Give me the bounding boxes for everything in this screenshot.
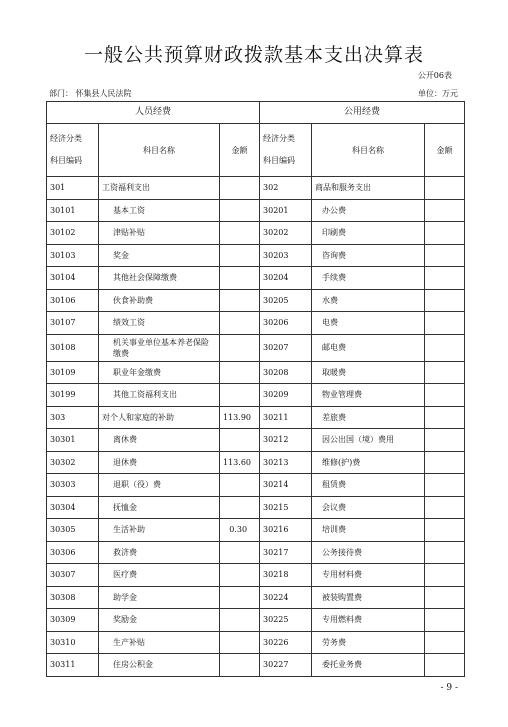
code-column-header: 经济分类 科目编码 bbox=[260, 124, 312, 177]
personnel-code-cell: 30309 bbox=[47, 609, 99, 632]
table-row bbox=[47, 586, 465, 609]
public-code-cell: 30226 bbox=[260, 631, 312, 654]
personnel-name-cell: 津贴补贴 bbox=[99, 222, 220, 245]
public-amount-cell bbox=[425, 289, 465, 312]
table-row bbox=[47, 177, 465, 200]
personnel-code-cell: 30106 bbox=[47, 289, 99, 312]
personnel-code-cell: 30303 bbox=[47, 474, 99, 497]
personnel-amount-cell bbox=[220, 654, 260, 677]
table-row bbox=[47, 429, 465, 452]
personnel-name-cell: 其他工资福利支出 bbox=[99, 384, 220, 407]
public-amount-cell bbox=[425, 312, 465, 335]
public-name-cell: 培训费 bbox=[312, 519, 425, 542]
public-amount-cell bbox=[425, 222, 465, 245]
public-name-cell: 差旅费 bbox=[312, 406, 425, 429]
public-amount-cell bbox=[425, 334, 465, 361]
public-code-cell: 30215 bbox=[260, 496, 312, 519]
table-row bbox=[47, 631, 465, 654]
amount-column-header: 金额 bbox=[220, 124, 260, 177]
table-row bbox=[47, 654, 465, 677]
name-column-header: 科目名称 bbox=[99, 124, 220, 177]
public-name-cell: 会议费 bbox=[312, 496, 425, 519]
public-name-cell: 劳务费 bbox=[312, 631, 425, 654]
public-amount-cell bbox=[425, 496, 465, 519]
public-name-cell: 水费 bbox=[312, 289, 425, 312]
personnel-code-cell: 30108 bbox=[47, 334, 99, 361]
amount-column-header: 金额 bbox=[425, 124, 465, 177]
public-name-cell: 取暖费 bbox=[312, 361, 425, 384]
personnel-name-cell: 伙食补助费 bbox=[99, 289, 220, 312]
table-group-header-row bbox=[47, 102, 465, 124]
personnel-code-cell: 30306 bbox=[47, 541, 99, 564]
personnel-name-cell: 住房公积金 bbox=[99, 654, 220, 677]
expenditure-table bbox=[46, 101, 465, 677]
personnel-name-cell: 医疗费 bbox=[99, 564, 220, 587]
personnel-name-cell: 工资福利支出 bbox=[99, 177, 220, 200]
public-code-cell: 30205 bbox=[260, 289, 312, 312]
public-code-cell: 30203 bbox=[260, 244, 312, 267]
public-amount-cell bbox=[425, 384, 465, 407]
public-code-cell: 30202 bbox=[260, 222, 312, 245]
table-row bbox=[47, 199, 465, 222]
personnel-amount-cell bbox=[220, 586, 260, 609]
personnel-expenses-header: 人员经费 bbox=[47, 102, 260, 124]
personnel-code-cell: 30109 bbox=[47, 361, 99, 384]
public-name-cell: 公务接待费 bbox=[312, 541, 425, 564]
table-row bbox=[47, 451, 465, 474]
public-name-cell: 咨询费 bbox=[312, 244, 425, 267]
table-row bbox=[47, 289, 465, 312]
personnel-amount-cell bbox=[220, 334, 260, 361]
public-amount-cell bbox=[425, 361, 465, 384]
public-code-cell: 30204 bbox=[260, 267, 312, 290]
public-code-cell: 30225 bbox=[260, 609, 312, 632]
public-amount-cell bbox=[425, 541, 465, 564]
public-amount-cell bbox=[425, 267, 465, 290]
public-amount-cell bbox=[425, 519, 465, 542]
table-row bbox=[47, 541, 465, 564]
personnel-name-cell: 奖金 bbox=[99, 244, 220, 267]
table-row bbox=[47, 334, 465, 361]
personnel-amount-cell bbox=[220, 429, 260, 452]
public-amount-cell bbox=[425, 586, 465, 609]
public-code-cell: 30208 bbox=[260, 361, 312, 384]
public-name-cell: 维修(护)费 bbox=[312, 451, 425, 474]
personnel-amount-cell bbox=[220, 384, 260, 407]
public-code-cell: 302 bbox=[260, 177, 312, 200]
public-name-cell: 委托业务费 bbox=[312, 654, 425, 677]
personnel-amount-cell: 0.30 bbox=[220, 519, 260, 542]
personnel-name-cell: 其他社会保障缴费 bbox=[99, 267, 220, 290]
personnel-name-cell: 奖励金 bbox=[99, 609, 220, 632]
table-row bbox=[47, 222, 465, 245]
personnel-amount-cell: 113.60 bbox=[220, 451, 260, 474]
public-code-cell: 30209 bbox=[260, 384, 312, 407]
public-code-cell: 30201 bbox=[260, 199, 312, 222]
personnel-code-cell: 30103 bbox=[47, 244, 99, 267]
public-amount-cell bbox=[425, 654, 465, 677]
public-name-cell: 印刷费 bbox=[312, 222, 425, 245]
public-code-cell: 30207 bbox=[260, 334, 312, 361]
personnel-name-cell: 生产补贴 bbox=[99, 631, 220, 654]
public-code-cell: 30211 bbox=[260, 406, 312, 429]
public-expenses-header: 公用经费 bbox=[260, 102, 465, 124]
table-column-header-row bbox=[47, 124, 465, 177]
table-row bbox=[47, 361, 465, 384]
public-name-cell: 租赁费 bbox=[312, 474, 425, 497]
personnel-code-cell: 30199 bbox=[47, 384, 99, 407]
personnel-code-cell: 30101 bbox=[47, 199, 99, 222]
public-name-cell: 邮电费 bbox=[312, 334, 425, 361]
personnel-code-cell: 30311 bbox=[47, 654, 99, 677]
personnel-amount-cell bbox=[220, 541, 260, 564]
personnel-code-cell: 30310 bbox=[47, 631, 99, 654]
public-code-cell: 30218 bbox=[260, 564, 312, 587]
personnel-amount-cell bbox=[220, 312, 260, 335]
personnel-amount-cell bbox=[220, 199, 260, 222]
personnel-code-cell: 30104 bbox=[47, 267, 99, 290]
public-amount-cell bbox=[425, 451, 465, 474]
public-code-cell: 30212 bbox=[260, 429, 312, 452]
personnel-name-cell: 职业年金缴费 bbox=[99, 361, 220, 384]
public-name-cell: 专用材料费 bbox=[312, 564, 425, 587]
public-amount-cell bbox=[425, 406, 465, 429]
table-row bbox=[47, 496, 465, 519]
unit-label: 单位：万元 bbox=[418, 89, 458, 98]
table-row bbox=[47, 312, 465, 335]
personnel-name-cell: 救济费 bbox=[99, 541, 220, 564]
personnel-code-cell: 30304 bbox=[47, 496, 99, 519]
personnel-name-cell: 绩效工资 bbox=[99, 312, 220, 335]
table-row bbox=[47, 519, 465, 542]
personnel-amount-cell bbox=[220, 267, 260, 290]
personnel-name-cell: 生活补助 bbox=[99, 519, 220, 542]
public-amount-cell bbox=[425, 177, 465, 200]
public-name-cell: 手续费 bbox=[312, 267, 425, 290]
public-code-cell: 30206 bbox=[260, 312, 312, 335]
personnel-amount-cell bbox=[220, 496, 260, 519]
public-name-cell: 被装购置费 bbox=[312, 586, 425, 609]
personnel-code-cell: 30302 bbox=[47, 451, 99, 474]
personnel-amount-cell bbox=[220, 361, 260, 384]
table-row bbox=[47, 406, 465, 429]
public-code-cell: 30216 bbox=[260, 519, 312, 542]
personnel-amount-cell: 113.90 bbox=[220, 406, 260, 429]
name-column-header: 科目名称 bbox=[312, 124, 425, 177]
public-amount-cell bbox=[425, 199, 465, 222]
personnel-code-cell: 30307 bbox=[47, 564, 99, 587]
personnel-name-cell: 机关事业单位基本养老保险缴费 bbox=[99, 334, 220, 361]
public-code-cell: 30217 bbox=[260, 541, 312, 564]
personnel-amount-cell bbox=[220, 222, 260, 245]
public-name-cell: 办公费 bbox=[312, 199, 425, 222]
personnel-code-cell: 30305 bbox=[47, 519, 99, 542]
public-code-cell: 30213 bbox=[260, 451, 312, 474]
personnel-code-cell: 301 bbox=[47, 177, 99, 200]
personnel-amount-cell bbox=[220, 631, 260, 654]
page-title: 一般公共预算财政拨款基本支出决算表 bbox=[83, 44, 424, 66]
personnel-amount-cell bbox=[220, 289, 260, 312]
personnel-code-cell: 30102 bbox=[47, 222, 99, 245]
public-name-cell: 专用燃料费 bbox=[312, 609, 425, 632]
public-code-cell: 30227 bbox=[260, 654, 312, 677]
personnel-code-cell: 30107 bbox=[47, 312, 99, 335]
public-amount-cell bbox=[425, 244, 465, 267]
personnel-amount-cell bbox=[220, 244, 260, 267]
personnel-amount-cell bbox=[220, 177, 260, 200]
personnel-name-cell: 抚恤金 bbox=[99, 496, 220, 519]
personnel-code-cell: 303 bbox=[47, 406, 99, 429]
code-column-header: 经济分类 科目编码 bbox=[47, 124, 99, 177]
public-name-cell: 物业管理费 bbox=[312, 384, 425, 407]
public-amount-cell bbox=[425, 631, 465, 654]
public-name-cell: 因公出国（境）费用 bbox=[312, 429, 425, 452]
personnel-name-cell: 离休费 bbox=[99, 429, 220, 452]
personnel-amount-cell bbox=[220, 609, 260, 632]
table-row bbox=[47, 609, 465, 632]
public-amount-cell bbox=[425, 474, 465, 497]
table-row bbox=[47, 267, 465, 290]
personnel-name-cell: 退职（役）费 bbox=[99, 474, 220, 497]
public-name-cell: 电费 bbox=[312, 312, 425, 335]
personnel-name-cell: 退休费 bbox=[99, 451, 220, 474]
public-amount-cell bbox=[425, 564, 465, 587]
personnel-amount-cell bbox=[220, 474, 260, 497]
public-amount-cell bbox=[425, 609, 465, 632]
table-row bbox=[47, 384, 465, 407]
public-code-cell: 30224 bbox=[260, 586, 312, 609]
table-row bbox=[47, 244, 465, 267]
public-name-cell: 商品和服务支出 bbox=[312, 177, 425, 200]
page-number: - 9 - bbox=[440, 683, 458, 693]
form-number: 公开06表 bbox=[417, 71, 452, 80]
department-label: 部门： 怀集县人民法院 bbox=[49, 89, 132, 98]
personnel-code-cell: 30301 bbox=[47, 429, 99, 452]
public-amount-cell bbox=[425, 429, 465, 452]
personnel-name-cell: 对个人和家庭的补助 bbox=[99, 406, 220, 429]
public-code-cell: 30214 bbox=[260, 474, 312, 497]
personnel-code-cell: 30308 bbox=[47, 586, 99, 609]
table-row bbox=[47, 564, 465, 587]
personnel-amount-cell bbox=[220, 564, 260, 587]
personnel-name-cell: 基本工资 bbox=[99, 199, 220, 222]
table-row bbox=[47, 474, 465, 497]
personnel-name-cell: 助学金 bbox=[99, 586, 220, 609]
